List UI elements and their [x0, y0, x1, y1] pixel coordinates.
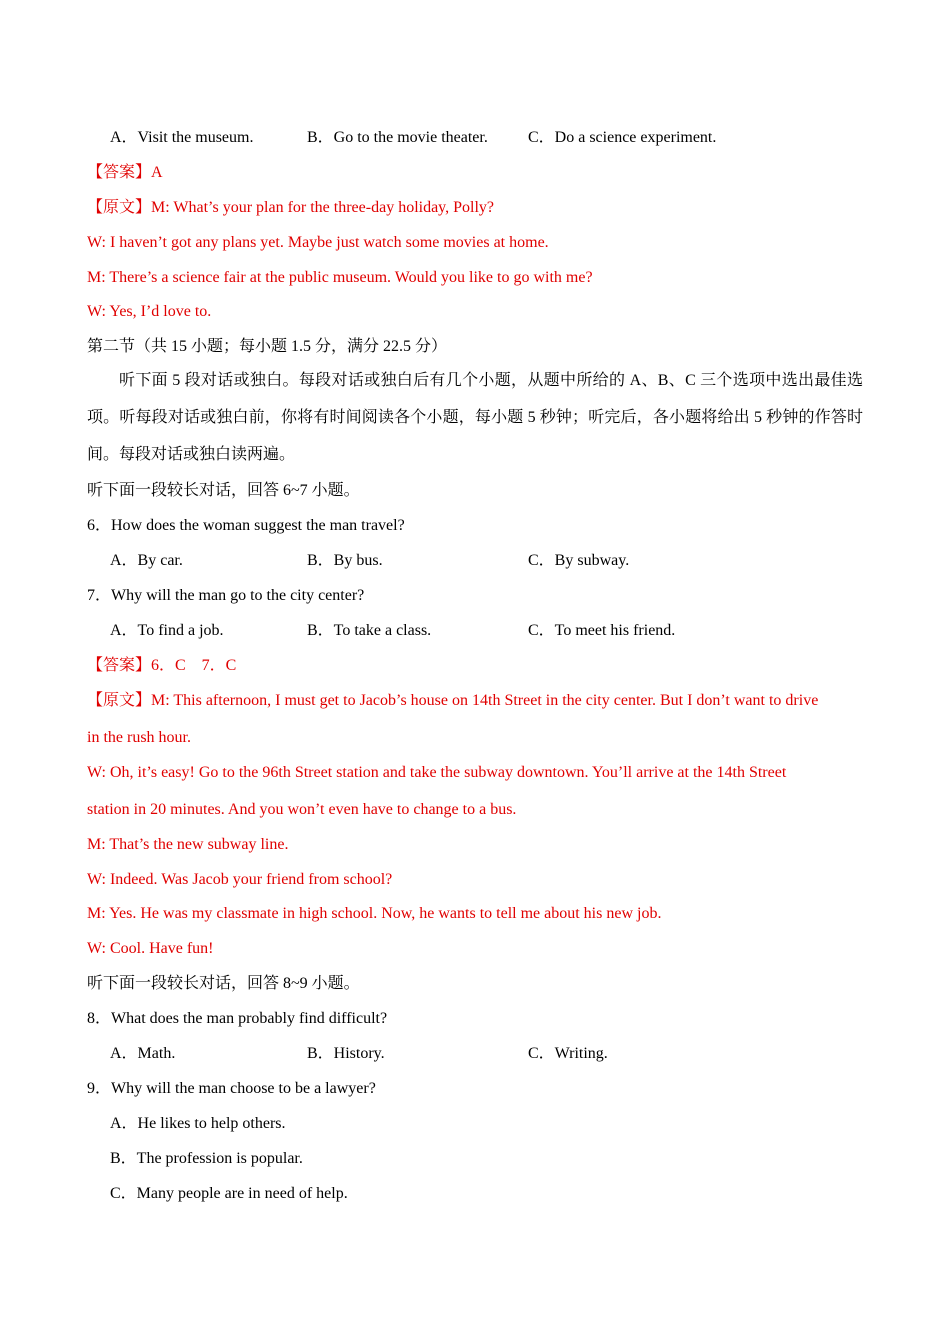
- q6-option-b: B．By bus.: [307, 552, 383, 569]
- q67-transcript-line: in the rush hour.: [87, 729, 191, 746]
- q67-transcript-line: M: That’s the new subway line.: [87, 836, 289, 853]
- q67-transcript-line: 【原文】M: This afternoon, I must get to Jacob’s house on 14th Street in the city center. But I don’t want to drive: [87, 692, 819, 709]
- q7-option-c: C．To meet his friend.: [528, 622, 676, 639]
- q67-transcript-line: W: Indeed. Was Jacob your friend from school?: [87, 871, 393, 888]
- q6-option-a: A．By car.: [110, 552, 183, 569]
- q67-transcript-line: M: Yes. He was my classmate in high school. Now, he wants to tell me about his new job.: [87, 905, 662, 922]
- q67-transcript-line: W: Oh, it’s easy! Go to the 96th Street station and take the subway downtown. You’ll arrive at the 14th Street: [87, 764, 787, 781]
- q7-option-b: B．To take a class.: [307, 622, 432, 639]
- q6-option-c: C．By subway.: [528, 552, 630, 569]
- question-8: 8．What does the man probably find difficult?: [87, 1010, 388, 1027]
- q5-transcript-line: 【原文】M: What’s your plan for the three-day holiday, Polly?: [87, 199, 495, 216]
- q8-option-a: A．Math.: [110, 1045, 176, 1062]
- section2-heading: 第二节（共 15 小题；每小题 1.5 分，满分 22.5 分）: [87, 338, 448, 355]
- q67-answer: 【答案】6．C 7．C: [87, 657, 237, 674]
- section2-instructions: 听下面 5 段对话或独白。每段对话或独白后有几个小题，从题中所给的 A、B、C 三个选项中选出最佳选项。听每段对话或独白前，你将有时间阅读各个小题，每小题 5 秒钟；听完后，各小题将给出 5 秒钟的作答时间。每段对话或独白读两遍。: [87, 372, 863, 463]
- question-7: 7．Why will the man go to the city center?: [87, 587, 365, 604]
- q9-option-a: A．He likes to help others.: [110, 1115, 286, 1132]
- q67-transcript-line: station in 20 minutes. And you won’t even have to change to a bus.: [87, 801, 517, 818]
- q9-option-c: C．Many people are in need of help.: [110, 1185, 348, 1202]
- q8-option-b: B．History.: [307, 1045, 385, 1062]
- q5-answer: 【答案】A: [87, 164, 163, 181]
- q7-option-a: A．To find a job.: [110, 622, 224, 639]
- question-6: 6．How does the woman suggest the man travel?: [87, 517, 405, 534]
- dialog6-intro: 听下面一段较长对话，回答 6~7 小题。: [87, 482, 360, 499]
- q5-transcript-line: W: I haven’t got any plans yet. Maybe just watch some movies at home.: [87, 234, 549, 251]
- q5-option-b: B．Go to the movie theater.: [307, 129, 488, 146]
- q5-transcript-line: M: There’s a science fair at the public museum. Would you like to go with me?: [87, 269, 593, 286]
- dialog8-intro: 听下面一段较长对话，回答 8~9 小题。: [87, 975, 360, 992]
- q5-option-a: A．Visit the museum.: [110, 129, 254, 146]
- q67-transcript-line: W: Cool. Have fun!: [87, 940, 214, 957]
- q5-option-c: C．Do a science experiment.: [528, 129, 717, 146]
- question-9: 9．Why will the man choose to be a lawyer?: [87, 1080, 376, 1097]
- q5-transcript-line: W: Yes, I’d love to.: [87, 303, 212, 320]
- q9-option-b: B．The profession is popular.: [110, 1150, 303, 1167]
- q8-option-c: C．Writing.: [528, 1045, 608, 1062]
